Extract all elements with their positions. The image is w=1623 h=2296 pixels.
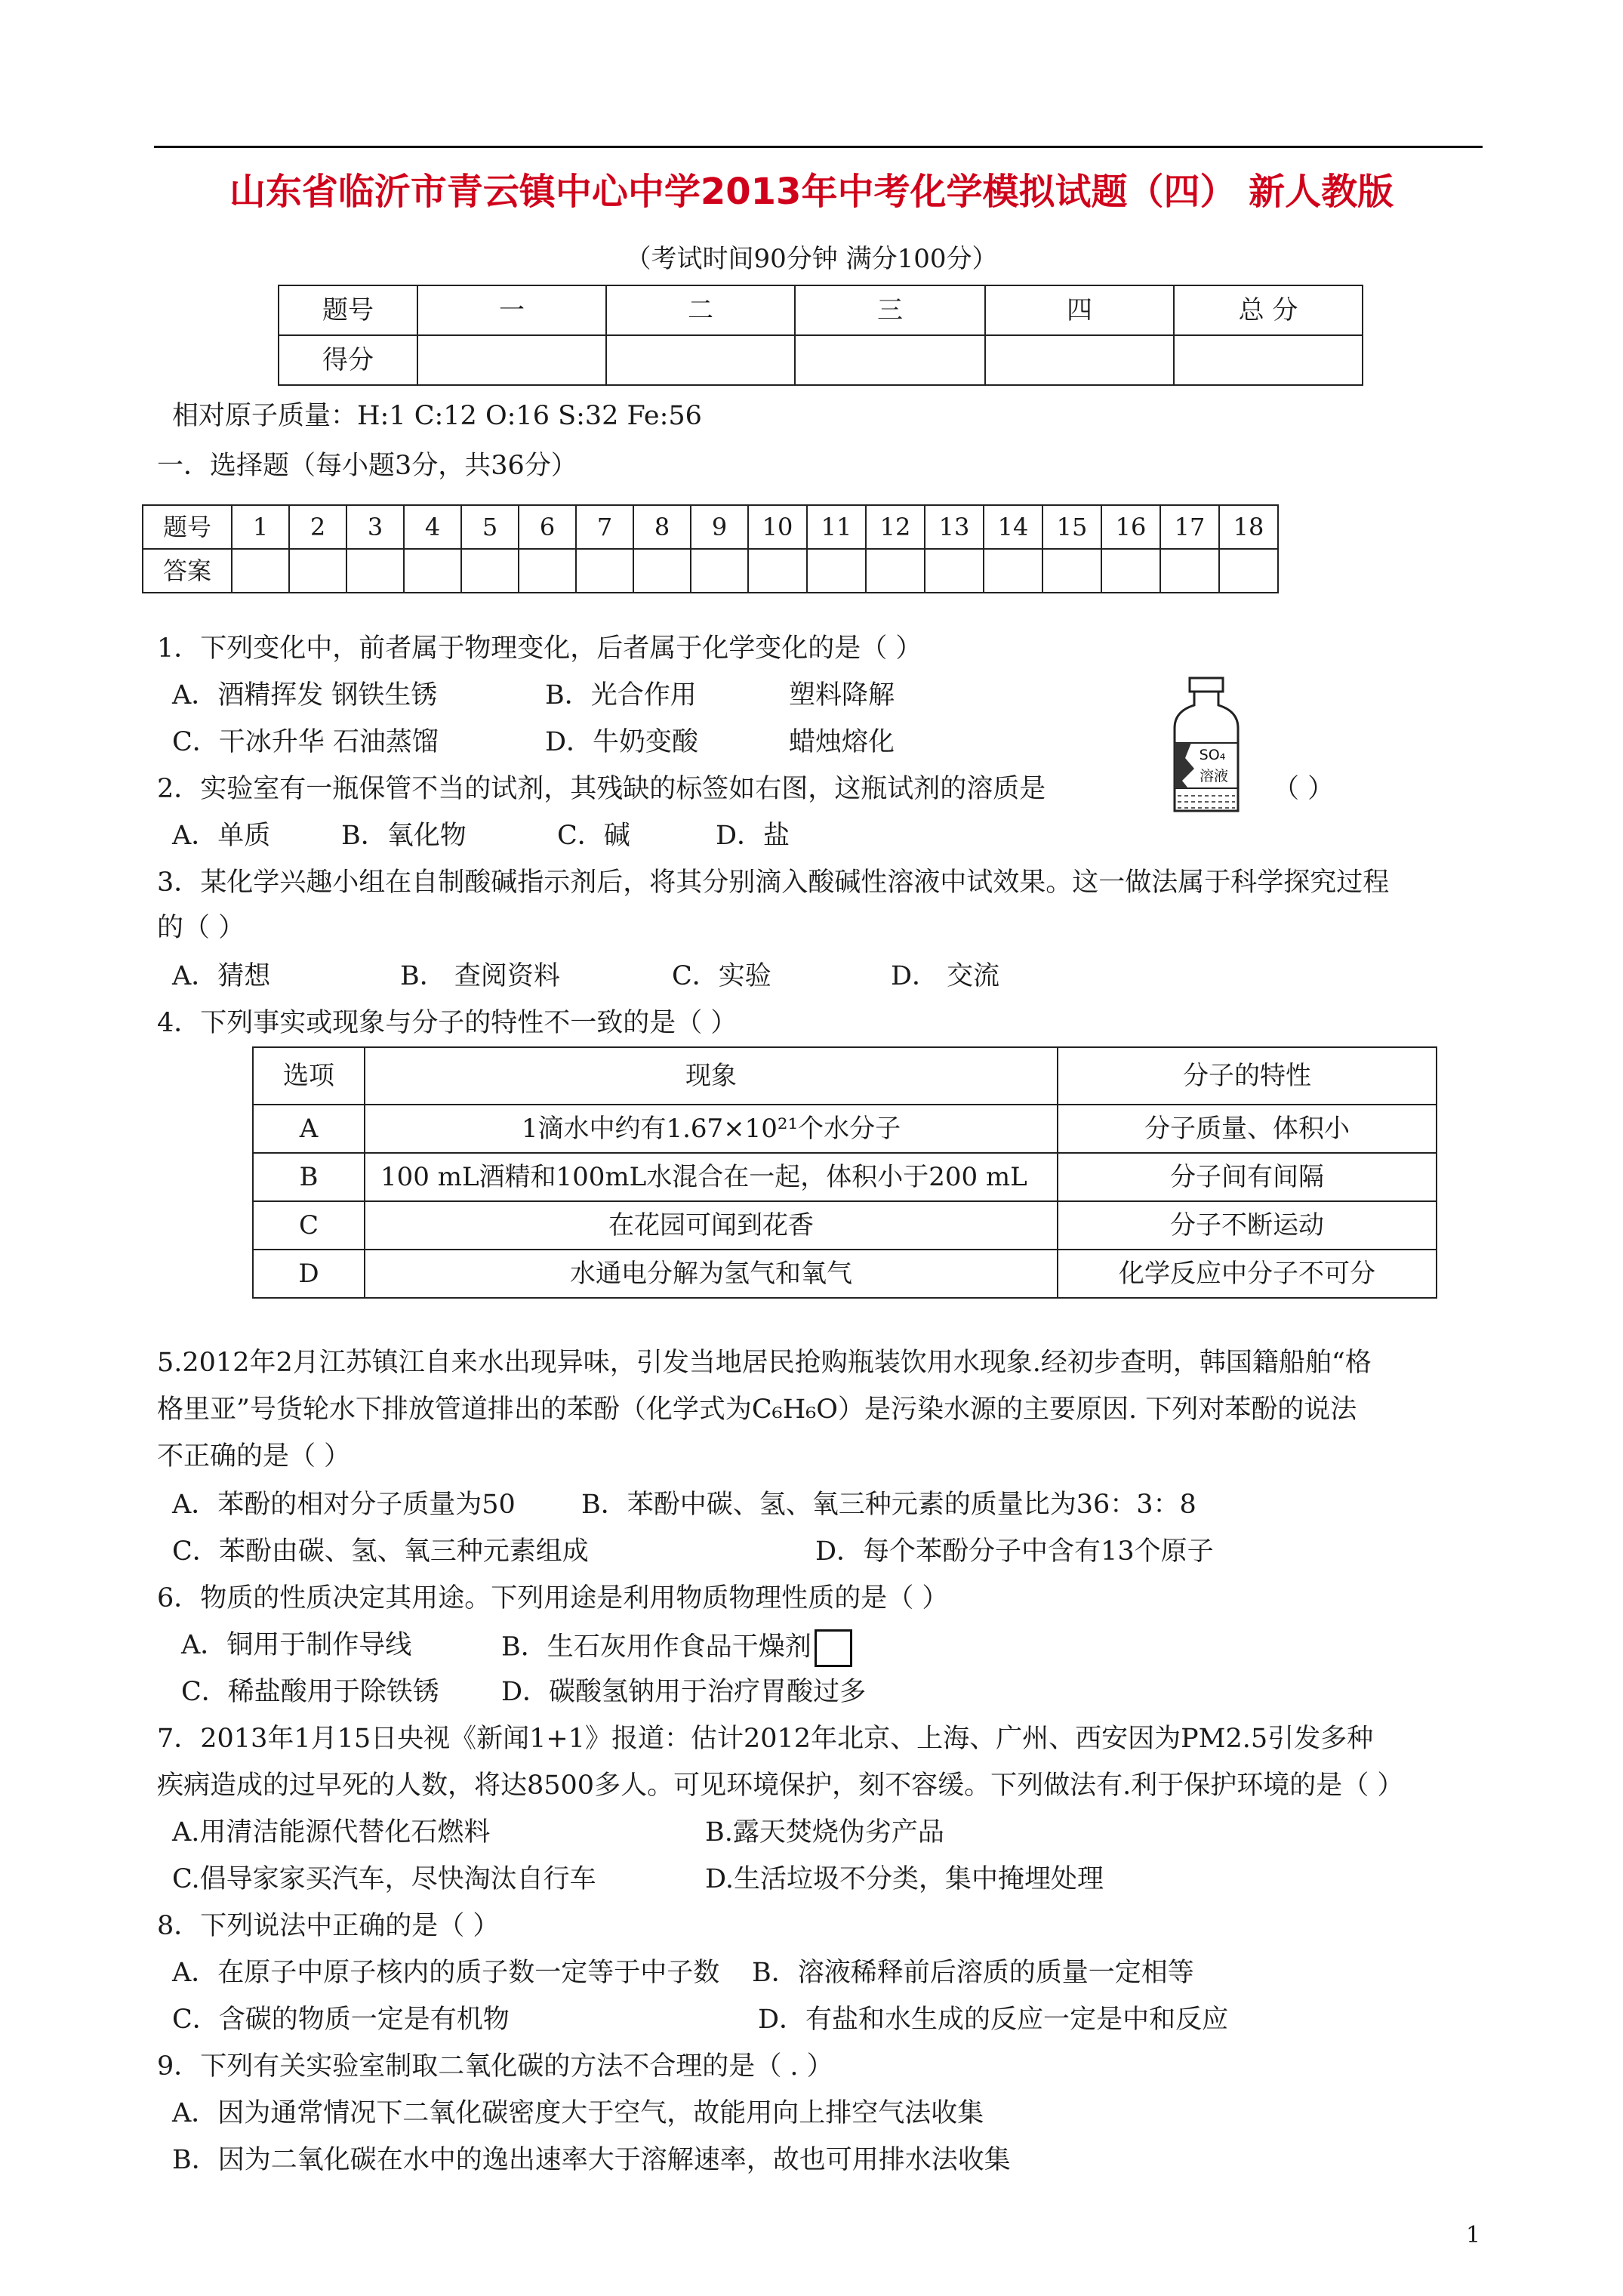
answer-input-cell[interactable] (1219, 549, 1278, 593)
answer-table (142, 504, 1279, 593)
question-6-option-a: A．铜用于制作导线 (181, 1630, 412, 1660)
question-1-option-c: C．干冰升华 石油蒸馏 (172, 727, 439, 757)
table-cell: 化学反应中分子不可分 (1058, 1250, 1437, 1298)
question-4-table (252, 1046, 1437, 1299)
answer-number-cell: 17 (1160, 505, 1219, 549)
answer-input-cell[interactable] (1160, 549, 1219, 593)
question-7-option-d: D.生活垃圾不分类，集中掩埋处理 (705, 1864, 1104, 1894)
score-input-cell[interactable] (795, 335, 985, 385)
answer-input-cell[interactable] (1042, 549, 1101, 593)
table-cell: 分子不断运动 (1058, 1201, 1437, 1250)
question-5-stem: 5.2012年2月江苏镇江自来水出现异味，引发当地居民抢购瓶装饮用水现象.经初步查明，韩国籍船舶“格 (157, 1348, 1372, 1378)
bottle-label-formula: SO₄ (1199, 747, 1226, 763)
answer-number-cell: 7 (576, 505, 633, 549)
question-9-option-a: A．因为通常情况下二氧化碳密度大于空气，故能用向上排空气法收集 (172, 2098, 984, 2128)
score-input-cell[interactable] (606, 335, 795, 385)
table-cell: 100 mL酒精和100mL水混合在一起，体积小于200 mL (365, 1153, 1058, 1201)
score-header-cell: 总 分 (1174, 285, 1363, 335)
question-5-stem-line3: 不正确的是（ ） (157, 1441, 351, 1472)
header-rule (154, 146, 1483, 148)
question-7-stem: 7．2013年1月15日央视《新闻1+1》报道：估计2012年北京、上海、广州、西安因为PM2.5引发多种 (157, 1724, 1374, 1754)
table-cell: 在花园可闻到花香 (365, 1201, 1058, 1250)
question-1-option-a: A．酒精挥发 钢铁生锈 (172, 680, 438, 710)
question-4-table-header (253, 1047, 1437, 1105)
score-input-cell[interactable] (417, 335, 606, 385)
answer-input-cell[interactable] (404, 549, 461, 593)
question-6-option-b: B．生石灰用作食品干燥剂 (501, 1632, 812, 1663)
answer-number-cell: 13 (925, 505, 984, 549)
question-3-option-c: C．实验 (672, 961, 771, 991)
question-8-option-a: A．在原子中原子核内的质子数一定等于中子数 (172, 1958, 720, 1988)
question-9-stem: 9．下列有关实验室制取二氧化碳的方法不合理的是（ . ） (157, 2051, 833, 2082)
score-table-score-row (279, 335, 1363, 385)
score-row-label: 得分 (279, 335, 417, 385)
table-cell: 1滴水中约有1.67×10²¹个水分子 (365, 1105, 1058, 1153)
question-6-stem: 6．物质的性质决定其用途。下列用途是利用物质物理性质的是（ ） (157, 1583, 949, 1613)
answer-number-cell: 14 (984, 505, 1042, 549)
table-header-cell: 选项 (253, 1047, 365, 1105)
answer-input-cell[interactable] (576, 549, 633, 593)
answer-number-cell: 4 (404, 505, 461, 549)
table-row (253, 1201, 1437, 1250)
table-row (253, 1153, 1437, 1201)
question-2-option-a: A．单质 (172, 821, 271, 851)
table-cell: B (253, 1153, 365, 1201)
answer-number-cell: 11 (807, 505, 866, 549)
question-8-option-d: D．有盐和水生成的反应一定是中和反应 (758, 2005, 1229, 2035)
page-title: 山东省临沂市青云镇中心中学2013年中考化学模拟试题（四） 新人教版 (229, 171, 1394, 213)
answer-input-cell[interactable] (461, 549, 519, 593)
question-1-option-d-text: 蜡烛熔化 (789, 727, 895, 757)
answer-number-cell: 12 (866, 505, 925, 549)
question-3-option-b: B． 查阅资料 (400, 961, 560, 991)
question-4-stem: 4．下列事实或现象与分子的特性不一致的是（ ） (157, 1008, 738, 1038)
question-1-stem: 1．下列变化中，前者属于物理变化，后者属于化学变化的是（ ） (157, 633, 922, 664)
answer-number-cell: 1 (232, 505, 289, 549)
table-cell: A (253, 1105, 365, 1153)
question-2-answer-paren: （ ） (1273, 774, 1335, 804)
score-table (278, 285, 1363, 386)
answer-number-row (143, 505, 1278, 549)
answer-input-cell[interactable] (633, 549, 691, 593)
answer-number-cell: 3 (346, 505, 404, 549)
question-6-option-b-wrap (501, 1629, 852, 1667)
table-row (253, 1105, 1437, 1153)
table-cell: 水通电分解为氢气和氧气 (365, 1250, 1058, 1298)
score-header-cell: 四 (985, 285, 1174, 335)
answer-number-cell: 15 (1042, 505, 1101, 549)
exam-info: （考试时间90分钟 满分100分） (625, 244, 998, 274)
table-cell: 分子质量、体积小 (1058, 1105, 1437, 1153)
section-heading: 一．选择题（每小题3分，共36分） (157, 451, 577, 481)
answer-number-cell: 9 (691, 505, 748, 549)
atomic-mass: 相对原子质量：H:1 C:12 O:16 S:32 Fe:56 (172, 401, 702, 431)
question-3-stem-cont: 的（ ） (157, 913, 245, 943)
question-6-option-c: C．稀盐酸用于除铁锈 (181, 1677, 439, 1707)
question-5-option-a: A．苯酚的相对分子质量为50 (172, 1490, 516, 1520)
question-7-option-b: B.露天焚烧伪劣产品 (705, 1817, 944, 1848)
answer-input-cell[interactable] (289, 549, 346, 593)
table-header-cell: 分子的特性 (1058, 1047, 1437, 1105)
answer-input-cell[interactable] (748, 549, 807, 593)
answer-input-cell[interactable] (691, 549, 748, 593)
answer-input-cell[interactable] (866, 549, 925, 593)
question-8-option-b: B．溶液稀释前后溶质的质量一定相等 (752, 1958, 1194, 1988)
answer-input-cell[interactable] (984, 549, 1042, 593)
table-cell: 分子间有间隔 (1058, 1153, 1437, 1201)
answer-number-cell: 5 (461, 505, 519, 549)
question-2-option-b: B．氧化物 (341, 821, 467, 851)
table-cell: C (253, 1201, 365, 1250)
question-7-option-c: C.倡导家家买汽车，尽快淘汰自行车 (172, 1864, 596, 1894)
answer-number-cell: 18 (1219, 505, 1278, 549)
score-header-cell: 三 (795, 285, 985, 335)
answer-input-row (143, 549, 1278, 593)
question-1-option-b-text: 塑料降解 (789, 680, 895, 710)
answer-row-label: 题号 (143, 505, 232, 549)
question-3-stem: 3．某化学兴趣小组在自制酸碱指示剂后，将其分别滴入酸碱性溶液中试效果。这一做法属于科学探究过程 (157, 868, 1390, 898)
answer-checkbox[interactable] (815, 1629, 852, 1667)
question-7-stem-line2: 疾病造成的过早死的人数，将达8500多人。可见环境保护，刻不容缓。下列做法有.利于保护环境的是（ ） (157, 1771, 1404, 1801)
question-6-option-d: D．碳酸氢钠用于治疗胃酸过多 (501, 1677, 867, 1707)
score-header-cell: 二 (606, 285, 795, 335)
question-5-option-d: D．每个苯酚分子中含有13个原子 (815, 1536, 1214, 1567)
question-2-stem: 2．实验室有一瓶保管不当的试剂，其残缺的标签如右图，这瓶试剂的溶质是 (157, 774, 1046, 804)
answer-input-cell[interactable] (232, 549, 289, 593)
answer-input-cell[interactable] (925, 549, 984, 593)
question-1-option-b: B．光合作用 (545, 680, 697, 710)
question-5-stem-line2: 格里亚”号货轮水下排放管道排出的苯酚（化学式为C₆H₆O）是污染水源的主要原因. 下列对苯酚的说法 (157, 1395, 1357, 1425)
score-table-header-row (279, 285, 1363, 335)
bottle-label-text: 溶液 (1199, 768, 1229, 784)
question-1-option-d: D．牛奶变酸 (545, 727, 699, 757)
answer-number-cell: 10 (748, 505, 807, 549)
question-5-option-b: B．苯酚中碳、氢、氧三种元素的质量比为36：3：8 (581, 1490, 1196, 1520)
question-3-option-a: A．猜想 (172, 961, 271, 991)
score-header-cell: 题号 (279, 285, 417, 335)
question-8-option-c: C．含碳的物质一定是有机物 (172, 2005, 510, 2035)
answer-input-cell[interactable] (1101, 549, 1160, 593)
question-8-stem: 8．下列说法中正确的是（ ） (157, 1911, 500, 1941)
question-9-option-b: B．因为二氧化碳在水中的逸出速率大于溶解速率，故也可用排水法收集 (172, 2145, 1011, 2175)
answer-number-cell: 6 (519, 505, 576, 549)
question-3-option-d: D． 交流 (891, 961, 1000, 991)
question-2-option-d: D．盐 (716, 821, 790, 851)
score-input-cell[interactable] (1174, 335, 1363, 385)
page-number: 1 (1466, 2222, 1481, 2248)
question-7-option-a: A.用清洁能源代替化石燃料 (172, 1817, 491, 1848)
table-row (253, 1250, 1437, 1298)
answer-number-cell: 16 (1101, 505, 1160, 549)
answer-input-cell[interactable] (346, 549, 404, 593)
answer-input-cell[interactable] (807, 549, 866, 593)
answer-row-label: 答案 (143, 549, 232, 593)
answer-number-cell: 2 (289, 505, 346, 549)
answer-number-cell: 8 (633, 505, 691, 549)
score-input-cell[interactable] (985, 335, 1174, 385)
table-header-cell: 现象 (365, 1047, 1058, 1105)
answer-input-cell[interactable] (519, 549, 576, 593)
question-5-option-c: C．苯酚由碳、氢、氧三种元素组成 (172, 1536, 589, 1567)
reagent-bottle-image (1169, 675, 1244, 815)
table-cell: D (253, 1250, 365, 1298)
question-2-option-c: C．碱 (557, 821, 630, 851)
score-header-cell: 一 (417, 285, 606, 335)
